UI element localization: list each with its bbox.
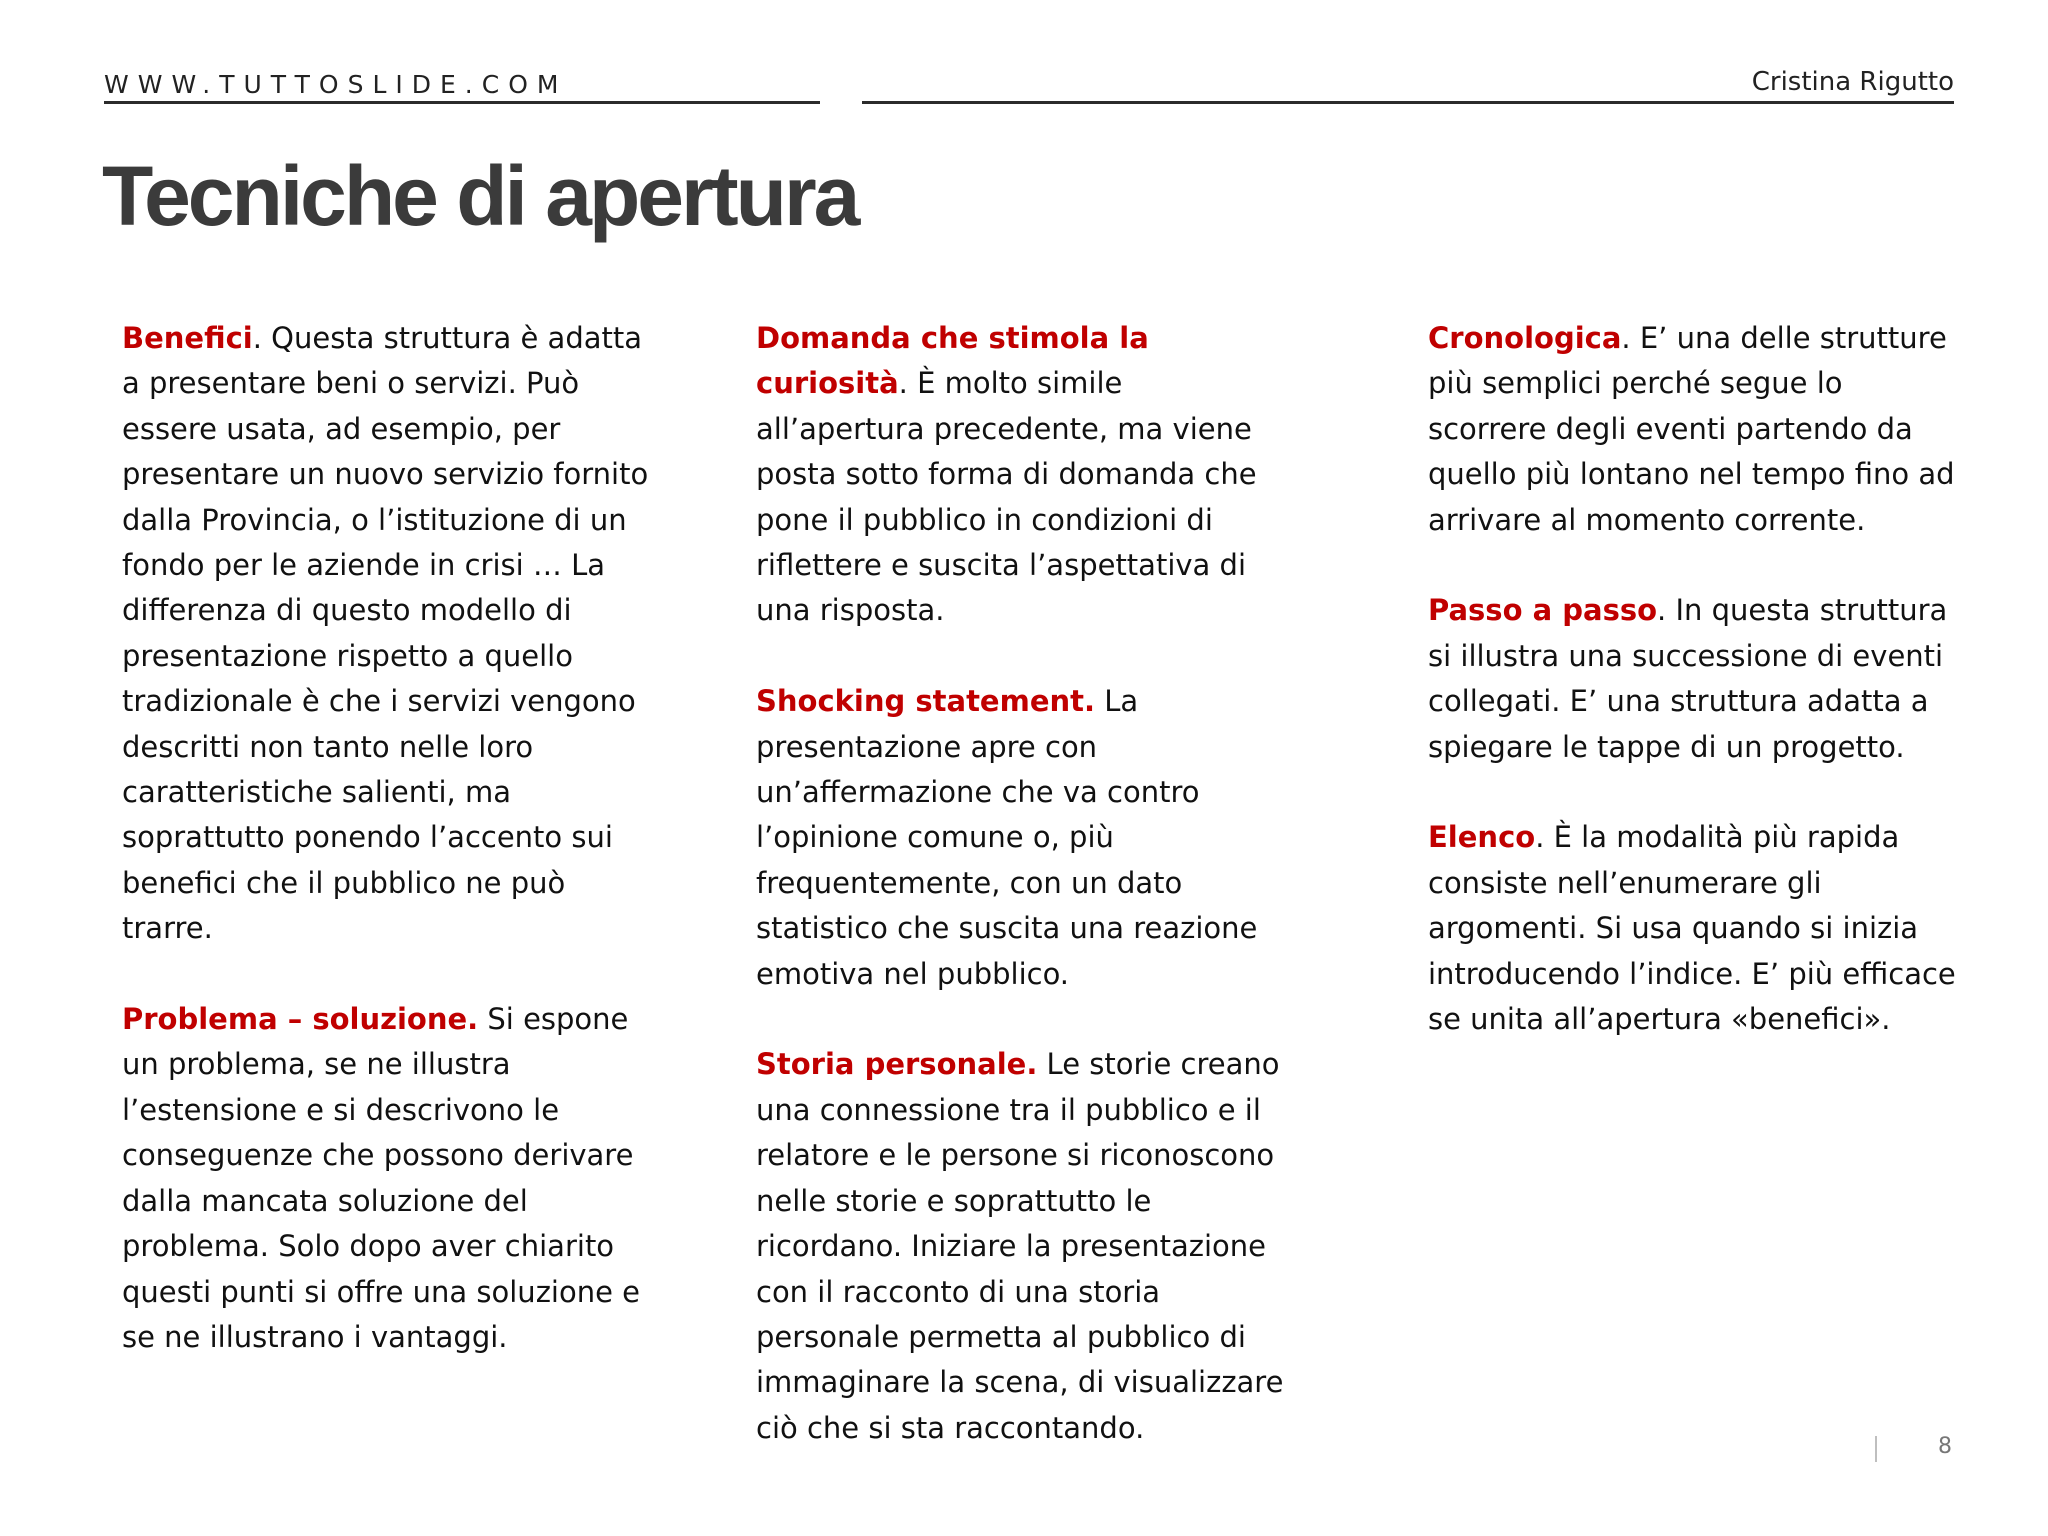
author-name: Cristina Rigutto: [1751, 67, 1954, 97]
site-url: WWW.TUTTOSLIDE.COM: [104, 70, 568, 99]
text-elenco: . È la modalità più rapida consiste nell’enumerare gli argomenti. Si usa quando si inizia introducendo l’indice. E’ più efficace se unita all’apertura «benefici».: [1428, 820, 1956, 1037]
term-elenco: Elenco: [1428, 820, 1536, 855]
term-benefici: Benefici: [122, 321, 253, 355]
paragraph-benefici: [122, 316, 662, 952]
term-problema-soluzione: Problema – soluzione.: [122, 1002, 479, 1037]
column-3: [1428, 316, 1968, 1088]
term-domanda: Domanda che stimola la curiosità: [756, 321, 1149, 401]
term-storia-personale: Storia personale.: [756, 1047, 1038, 1082]
paragraph-problema-soluzione: [122, 997, 662, 1360]
paragraph-storia-personale: [756, 1042, 1286, 1451]
paragraph-elenco: [1428, 815, 1968, 1042]
paragraph-shocking-statement: [756, 679, 1286, 997]
term-cronologica: Cronologica: [1428, 321, 1622, 355]
page-title: Tecniche di apertura: [102, 149, 858, 243]
text-passo-a-passo: . In questa struttura si illustra una successione di eventi collegati. E’ una struttura adatta a spiegare le tappe di un progetto.: [1428, 593, 1948, 764]
text-problema-soluzione: Si espone un problema, se ne illustra l’estensione e si descrivono le conseguenze che possono derivare dalla mancata soluzione del problema. Solo dopo aver chiarito questi punti si offre una soluzione e se ne illustrano i vantaggi.: [122, 1002, 640, 1354]
paragraph-passo-a-passo: [1428, 588, 1968, 770]
term-shocking-statement: Shocking statement.: [756, 684, 1096, 719]
text-storia-personale: Le storie creano una connessione tra il pubblico e il relatore e le persone si riconoscono nelle storie e soprattutto le ricordano. Iniziare la presentazione con il racconto di una storia personale permetta al pubblico di immaginare la scena, di visualizzare ciò che si sta raccontando.: [756, 1047, 1284, 1445]
text-domanda: . È molto simile all’apertura precedente, ma viene posta sotto forma di domanda che pone il pubblico in condizioni di riflettere e suscita l’aspettativa di una risposta.: [756, 366, 1257, 628]
term-passo-a-passo: Passo a passo: [1428, 593, 1658, 628]
header-right-rule: [862, 62, 1954, 104]
text-benefici: . Questa struttura è adatta a presentare beni o servizi. Può essere usata, ad esempio, per presentare un nuovo servizio fornito dalla Provincia, o l’istituzione di un fondo per le aziende in crisi … La differenza di questo modello di presentazione rispetto a quello tradizionale è che i servizi vengono descritti non tanto nelle loro caratteristiche salienti, ma soprattutto ponendo l’accento sui benefici che il pubblico ne può trarre.: [122, 321, 649, 946]
header-left-rule: [104, 62, 820, 104]
page-number: 8: [1938, 1434, 1952, 1459]
column-1: [122, 316, 662, 1406]
paragraph-cronologica: [1428, 316, 1968, 543]
text-shocking-statement: La presentazione apre con un’affermazione che va contro l’opinione comune o, più frequentemente, con un dato statistico che suscita una reazione emotiva nel pubblico.: [756, 684, 1258, 991]
paragraph-domanda: [756, 316, 1286, 634]
page-number-divider: [1875, 1436, 1877, 1462]
text-cronologica: . E’ una delle strutture più semplici perché segue lo scorrere degli eventi partendo da quello più lontano nel tempo fino ad arrivare al momento corrente.: [1428, 321, 1955, 537]
column-2: [756, 316, 1286, 1497]
